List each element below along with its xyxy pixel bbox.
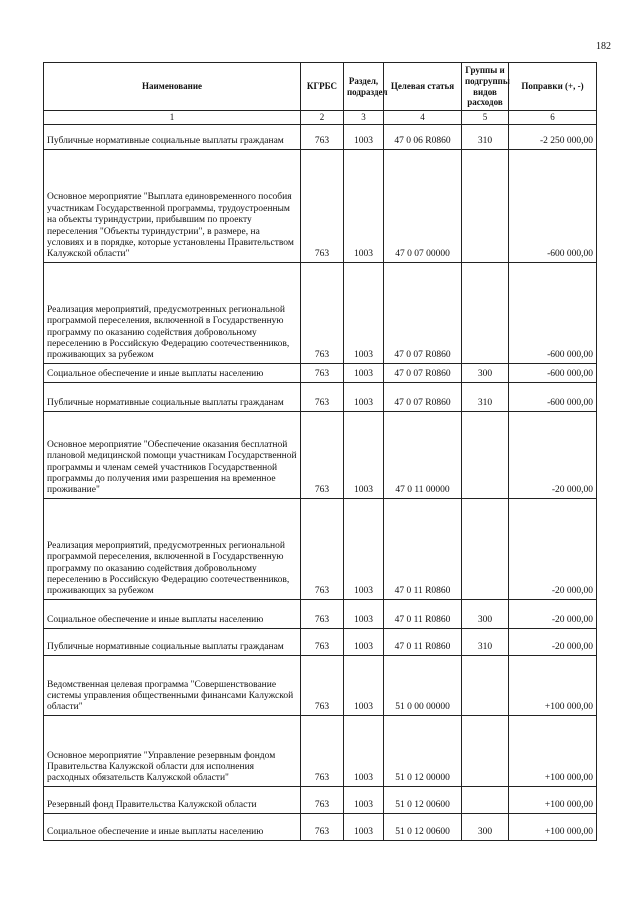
row-group: 300 — [462, 813, 509, 840]
row-section: 1003 — [344, 599, 384, 628]
col-number: 5 — [462, 111, 509, 125]
table-header-row — [44, 63, 597, 111]
row-target: 47 0 11 00000 — [384, 411, 462, 498]
table-row — [44, 628, 597, 655]
row-kgrbs: 763 — [301, 599, 344, 628]
row-group — [462, 498, 509, 599]
row-target: 51 0 12 00000 — [384, 715, 462, 786]
row-group: 310 — [462, 124, 509, 149]
row-name: Публичные нормативные социальные выплаты гражданам — [44, 628, 301, 655]
row-name: Публичные нормативные социальные выплаты гражданам — [44, 382, 301, 411]
row-name: Социальное обеспечение и иные выплаты населению — [44, 363, 301, 382]
row-group — [462, 149, 509, 262]
row-target: 47 0 07 R0860 — [384, 262, 462, 363]
row-kgrbs: 763 — [301, 655, 344, 715]
row-amount: -20 000,00 — [509, 628, 597, 655]
table-row — [44, 498, 597, 599]
row-group: 310 — [462, 628, 509, 655]
row-amount: -20 000,00 — [509, 599, 597, 628]
row-amount: -20 000,00 — [509, 411, 597, 498]
table-row — [44, 124, 597, 149]
row-name: Социальное обеспечение и иные выплаты населению — [44, 599, 301, 628]
row-amount: +100 000,00 — [509, 813, 597, 840]
table-row — [44, 149, 597, 262]
row-section: 1003 — [344, 715, 384, 786]
row-amount: -600 000,00 — [509, 262, 597, 363]
row-name: Публичные нормативные социальные выплаты гражданам — [44, 124, 301, 149]
row-name: Основное мероприятие "Обеспечение оказания бесплатной плановой медицинской помощи участникам Государственной программы и членам семей участников Государственной программы до получения ими разрешения на временное проживание" — [44, 411, 301, 498]
col-number: 1 — [44, 111, 301, 125]
row-target: 47 0 07 00000 — [384, 149, 462, 262]
row-group — [462, 262, 509, 363]
header-name: Наименование — [44, 63, 301, 111]
row-kgrbs: 763 — [301, 411, 344, 498]
row-kgrbs: 763 — [301, 149, 344, 262]
budget-table — [43, 62, 597, 841]
table-row — [44, 411, 597, 498]
col-number: 6 — [509, 111, 597, 125]
row-amount: -600 000,00 — [509, 363, 597, 382]
row-name: Социальное обеспечение и иные выплаты населению — [44, 813, 301, 840]
row-name: Реализация мероприятий, предусмотренных региональной программой переселения, включенной в Государственную программу по оказанию содействия добровольному переселению в Российскую Федерацию соотечественников, проживающих за рубежом — [44, 262, 301, 363]
row-name: Реализация мероприятий, предусмотренных региональной программой переселения, включенной в Государственную программу по оказанию содействия добровольному переселению в Российскую Федерацию соотечественников, проживающих за рубежом — [44, 498, 301, 599]
table-row — [44, 262, 597, 363]
col-number: 4 — [384, 111, 462, 125]
row-target: 47 0 11 R0860 — [384, 599, 462, 628]
row-kgrbs: 763 — [301, 124, 344, 149]
row-section: 1003 — [344, 411, 384, 498]
row-target: 47 0 07 R0860 — [384, 363, 462, 382]
table-row — [44, 599, 597, 628]
row-section: 1003 — [344, 262, 384, 363]
row-kgrbs: 763 — [301, 363, 344, 382]
row-target: 47 0 07 R0860 — [384, 382, 462, 411]
row-section: 1003 — [344, 498, 384, 599]
row-target: 51 0 12 00600 — [384, 786, 462, 813]
row-kgrbs: 763 — [301, 628, 344, 655]
table-row — [44, 363, 597, 382]
row-amount: -2 250 000,00 — [509, 124, 597, 149]
row-kgrbs: 763 — [301, 262, 344, 363]
table-row — [44, 813, 597, 840]
row-target: 47 0 11 R0860 — [384, 628, 462, 655]
col-number: 2 — [301, 111, 344, 125]
row-section: 1003 — [344, 382, 384, 411]
row-group — [462, 655, 509, 715]
row-target: 51 0 12 00600 — [384, 813, 462, 840]
table-row — [44, 786, 597, 813]
row-name: Основное мероприятие "Управление резервным фондом Правительства Калужской области для исполнения расходных обязательств Калужской области" — [44, 715, 301, 786]
header-target: Целевая статья — [384, 63, 462, 111]
row-target: 51 0 00 00000 — [384, 655, 462, 715]
row-section: 1003 — [344, 813, 384, 840]
header-kgrbs: КГРБС — [301, 63, 344, 111]
row-kgrbs: 763 — [301, 813, 344, 840]
row-group: 300 — [462, 363, 509, 382]
row-amount: +100 000,00 — [509, 655, 597, 715]
row-amount: -600 000,00 — [509, 382, 597, 411]
row-amount: -600 000,00 — [509, 149, 597, 262]
row-name: Основное мероприятие "Выплата единовременного пособия участникам Государственной программы, трудоустроенным на объекты туриндустрии, прибывшим по проекту переселения "Объекты туриндустрии", в размере, на условиях и в порядке, которые установлены Правительством Калужской области" — [44, 149, 301, 262]
row-group — [462, 411, 509, 498]
row-amount: +100 000,00 — [509, 715, 597, 786]
table-row — [44, 715, 597, 786]
row-kgrbs: 763 — [301, 786, 344, 813]
table-row — [44, 382, 597, 411]
page-number: 182 — [596, 41, 611, 52]
row-group — [462, 786, 509, 813]
row-kgrbs: 763 — [301, 498, 344, 599]
row-kgrbs: 763 — [301, 715, 344, 786]
row-section: 1003 — [344, 655, 384, 715]
row-amount: +100 000,00 — [509, 786, 597, 813]
row-amount: -20 000,00 — [509, 498, 597, 599]
column-number-row — [44, 111, 597, 125]
row-group: 310 — [462, 382, 509, 411]
row-target: 47 0 06 R0860 — [384, 124, 462, 149]
row-name: Резервный фонд Правительства Калужской области — [44, 786, 301, 813]
header-amendments: Поправки (+, -) — [509, 63, 597, 111]
row-group — [462, 715, 509, 786]
row-section: 1003 — [344, 363, 384, 382]
col-number: 3 — [344, 111, 384, 125]
table-row — [44, 655, 597, 715]
row-kgrbs: 763 — [301, 382, 344, 411]
row-section: 1003 — [344, 149, 384, 262]
row-section: 1003 — [344, 786, 384, 813]
row-group: 300 — [462, 599, 509, 628]
row-section: 1003 — [344, 124, 384, 149]
header-section: Раздел, подраздел — [344, 63, 384, 111]
row-target: 47 0 11 R0860 — [384, 498, 462, 599]
row-name: Ведомственная целевая программа "Совершенствование системы управления общественными финансами Калужской области" — [44, 655, 301, 715]
row-section: 1003 — [344, 628, 384, 655]
header-groups: Группы и подгруппы видов расходов — [462, 63, 509, 111]
